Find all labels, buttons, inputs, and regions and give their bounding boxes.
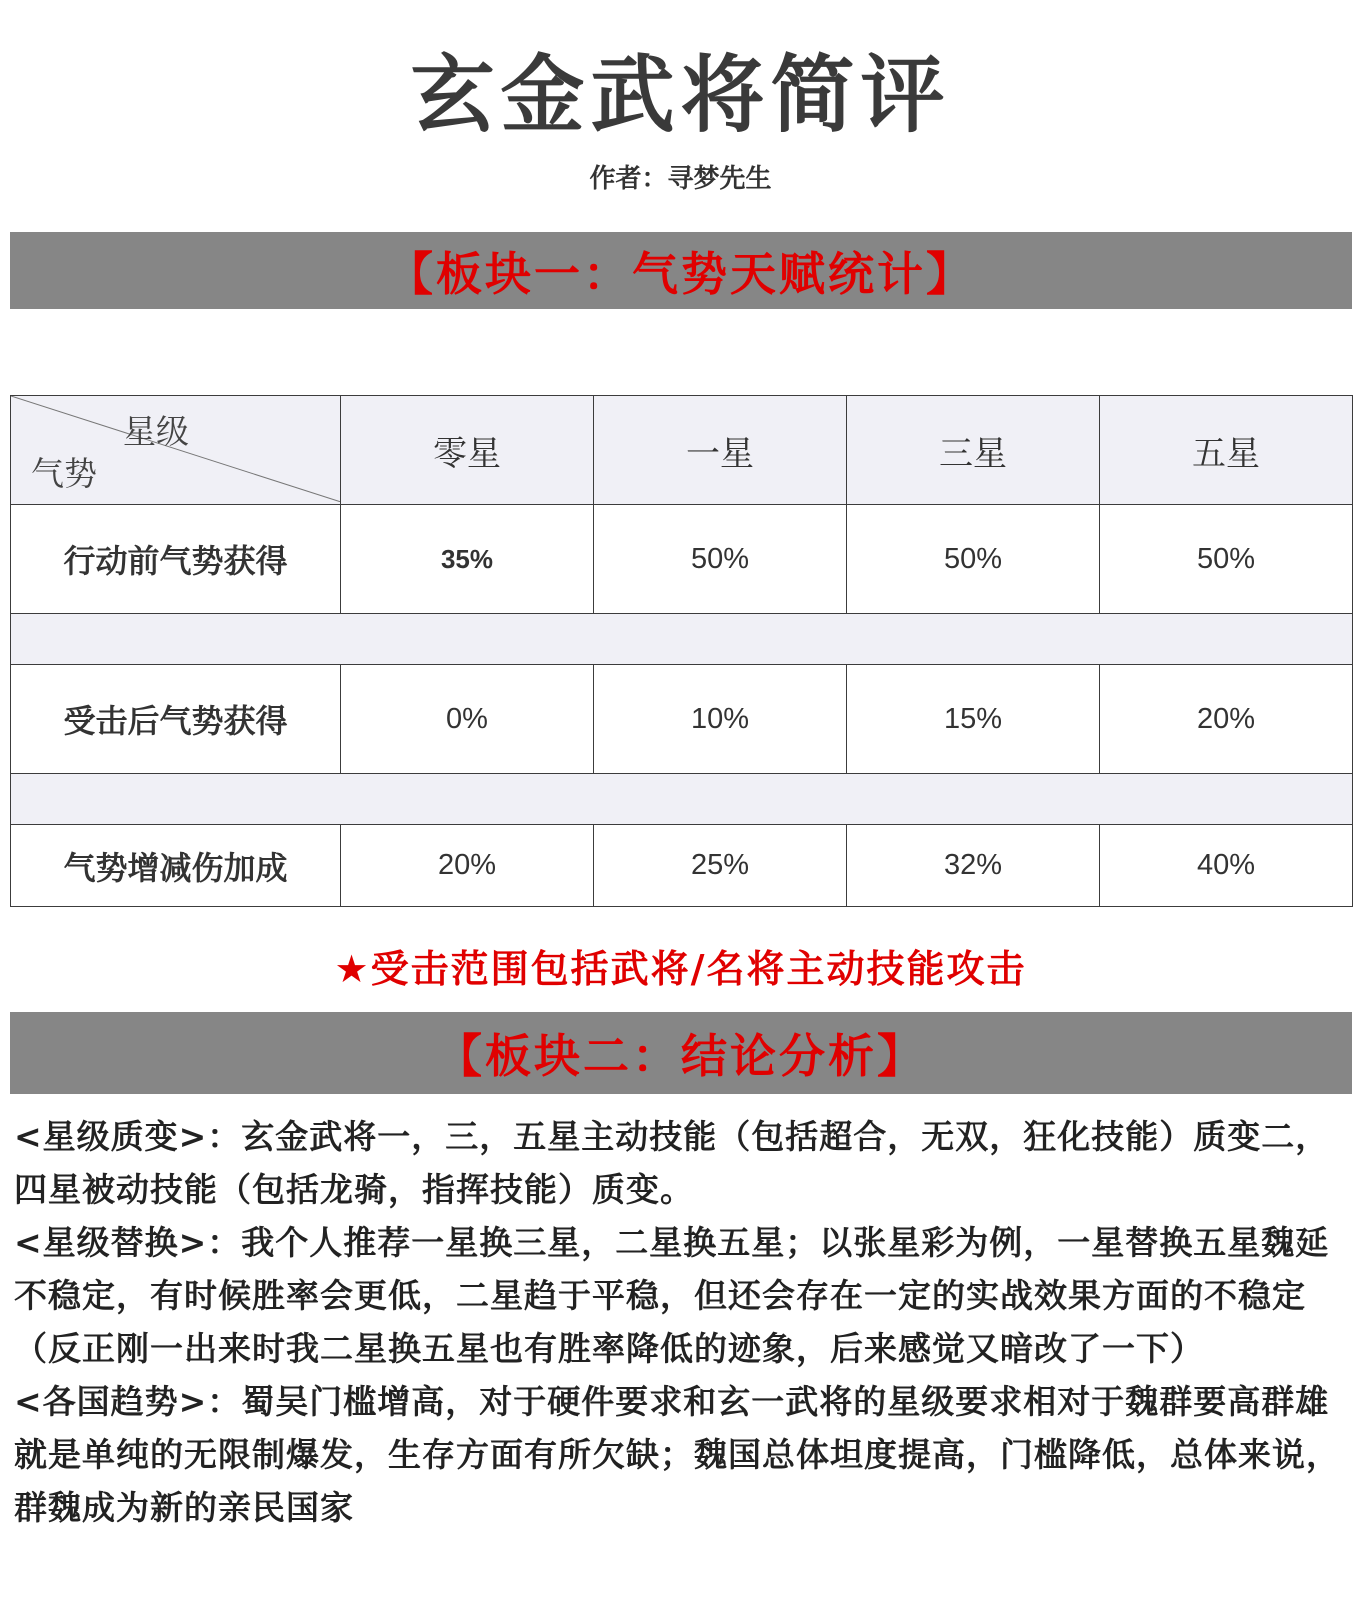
column-header: 一星 <box>594 396 847 505</box>
table-cell: 32% <box>847 825 1100 907</box>
table-cell: 35% <box>341 505 594 614</box>
column-header: 五星 <box>1100 396 1353 505</box>
analysis-paragraph-star-change: <星级质变>：玄金武将一，三，五星主动技能（包括超合，无双，狂化技能）质变二，四星被动技能（包括龙骑，指挥技能）质变。 <box>14 1117 1330 1209</box>
table-cell: 50% <box>847 505 1100 614</box>
table-spacer-row <box>11 774 1353 825</box>
table-cell: 10% <box>594 665 847 774</box>
analysis-paragraph-trends: <各国趋势>：蜀吴门槛增高，对于硬件要求和玄一武将的星级要求相对于魏群要高群雄就是单纯的无限制爆发，生存方面有所欠缺；魏国总体坦度提高，门槛降低，总体来说，群魏成为新的亲民国家 <box>14 1382 1340 1527</box>
table-cell: 50% <box>1100 505 1353 614</box>
section-banner-1: 【板块一：气势天赋统计】 <box>10 232 1352 309</box>
table-cell: 15% <box>847 665 1100 774</box>
table-spacer-row <box>11 614 1353 665</box>
row-label: 行动前气势获得 <box>11 505 341 614</box>
author-line: 作者：寻梦先生 <box>589 164 772 194</box>
table-header-row <box>11 396 1353 505</box>
analysis-text <box>14 1110 1354 1534</box>
analysis-paragraph-star-swap: <星级替换>：我个人推荐一星换三星，二星换五星；以张星彩为例，一星替换五星魏延不稳定，有时候胜率会更低，二星趋于平稳，但还会存在一定的实战效果方面的不稳定（反正刚一出来时我二星换五星也有胜率降低的迹象，后来感觉又暗改了一下） <box>14 1223 1330 1368</box>
section-banner-2: 【板块二：结论分析】 <box>10 1012 1352 1094</box>
column-header: 零星 <box>341 396 594 505</box>
table-corner-cell <box>11 396 341 505</box>
table-cell: 0% <box>341 665 594 774</box>
table-row <box>11 665 1353 774</box>
table-row <box>11 825 1353 907</box>
table-row <box>11 505 1353 614</box>
table-cell: 20% <box>1100 665 1353 774</box>
momentum-table <box>10 395 1353 907</box>
table-footnote: ★受击范围包括武将/名将主动技能攻击 <box>334 947 1027 991</box>
corner-label-star: 星级 <box>123 412 189 451</box>
column-header: 三星 <box>847 396 1100 505</box>
table-cell: 20% <box>341 825 594 907</box>
table-cell: 25% <box>594 825 847 907</box>
row-label: 受击后气势获得 <box>11 665 341 774</box>
row-label: 气势增减伤加成 <box>11 825 341 907</box>
corner-label-momentum: 气势 <box>31 454 97 493</box>
page-title: 玄金武将简评 <box>410 46 951 144</box>
table-cell: 40% <box>1100 825 1353 907</box>
table-cell: 50% <box>594 505 847 614</box>
